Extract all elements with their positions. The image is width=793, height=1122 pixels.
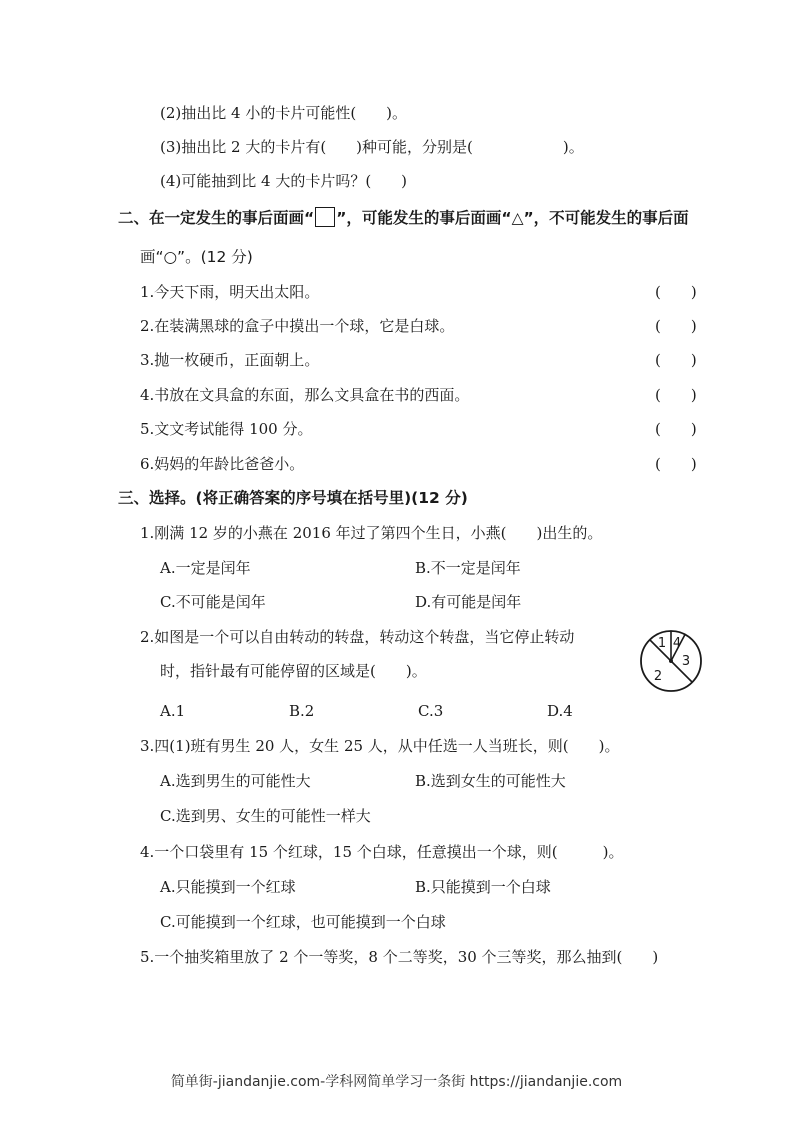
s3-q3-stem: 3.四(1)班有男生 20 人，女生 25 人，从中任选一人当班长，则( )。	[140, 737, 620, 755]
spinner-diagram	[636, 627, 714, 697]
section3-title: 三、选择。(将正确答案的序号填在括号里)(12 分)	[118, 489, 468, 507]
section2-title-line2: 画“○”。(12 分)	[140, 248, 253, 266]
s3-q2-option-a: A.1	[160, 702, 186, 720]
s3-q4-option-b: B.只能摸到一个白球	[415, 878, 551, 896]
s3-q1-option-b: B.不一定是闰年	[415, 559, 521, 577]
square-icon	[315, 207, 335, 227]
spinner-label-3: 3	[681, 654, 691, 669]
s2-item-6: 6.妈妈的年龄比爸爸小。	[140, 455, 305, 473]
section2-title-part2: ”，可能发生的事后面画“△”，不可能发生的事后面	[336, 209, 689, 227]
s3-q1-option-c: C.不可能是闰年	[160, 593, 266, 611]
q-part1-2: (2)抽出比 4 小的卡片可能性( )。	[160, 104, 408, 122]
section2-title-part1: 二、在一定发生的事后面画“	[118, 209, 315, 227]
s3-q2-option-b: B.2	[289, 702, 315, 720]
s3-q3-option-c: C.选到男、女生的可能性一样大	[160, 807, 371, 825]
spinner-pivot	[669, 659, 673, 663]
s2-item-1: 1.今天下雨，明天出太阳。	[140, 283, 320, 301]
q-part1-4: (4)可能抽到比 4 大的卡片吗？( )	[160, 172, 408, 190]
s2-item-2: 2.在装满黑球的盒子中摸出一个球，它是白球。	[140, 317, 455, 335]
section2-title	[118, 207, 689, 228]
s3-q2-stem-line2: 时，指针最有可能停留的区域是( )。	[160, 662, 427, 680]
spinner-label-4: 4	[672, 636, 682, 651]
page-footer: 简单街-jiandanjie.com-学科网简单学习一条街 https://jiandanjie.com	[170, 1074, 623, 1090]
s2-item-4: 4.书放在文具盒的东面，那么文具盒在书的西面。	[140, 386, 470, 404]
s3-q3-option-b: B.选到女生的可能性大	[415, 772, 566, 790]
s3-q4-option-c: C.可能摸到一个红球，也可能摸到一个白球	[160, 913, 446, 931]
s3-q4-stem: 4.一个口袋里有 15 个红球，15 个白球，任意摸出一个球，则( )。	[140, 843, 624, 861]
s3-q4-option-a: A.只能摸到一个红球	[160, 878, 296, 896]
s2-item-5: 5.文文考试能得 100 分。	[140, 420, 313, 438]
q-part1-3: (3)抽出比 2 大的卡片有( )种可能，分别是( )。	[160, 138, 584, 156]
s2-answer-3[interactable]: ( )	[655, 351, 697, 369]
s2-answer-5[interactable]: ( )	[655, 420, 697, 438]
s3-q1-stem: 1.刚满 12 岁的小燕在 2016 年过了第四个生日，小燕( )出生的。	[140, 524, 603, 542]
spinner-label-1: 1	[657, 636, 667, 651]
s3-q2-stem-line1: 2.如图是一个可以自由转动的转盘，转动这个转盘，当它停止转动	[140, 628, 575, 646]
s3-q2-option-c: C.3	[418, 702, 444, 720]
s3-q5-stem: 5.一个抽奖箱里放了 2 个一等奖，8 个二等奖，30 个三等奖，那么抽到( )	[140, 948, 659, 966]
s2-answer-2[interactable]: ( )	[655, 317, 697, 335]
s3-q2-option-d: D.4	[547, 702, 573, 720]
s2-item-3: 3.抛一枚硬币，正面朝上。	[140, 351, 320, 369]
s3-q1-option-a: A.一定是闰年	[160, 559, 251, 577]
s2-answer-1[interactable]: ( )	[655, 283, 697, 301]
s2-answer-4[interactable]: ( )	[655, 386, 697, 404]
s2-answer-6[interactable]: ( )	[655, 455, 697, 473]
spinner-label-2: 2	[653, 669, 663, 684]
s3-q1-option-d: D.有可能是闰年	[415, 593, 522, 611]
s3-q3-option-a: A.选到男生的可能性大	[160, 772, 311, 790]
